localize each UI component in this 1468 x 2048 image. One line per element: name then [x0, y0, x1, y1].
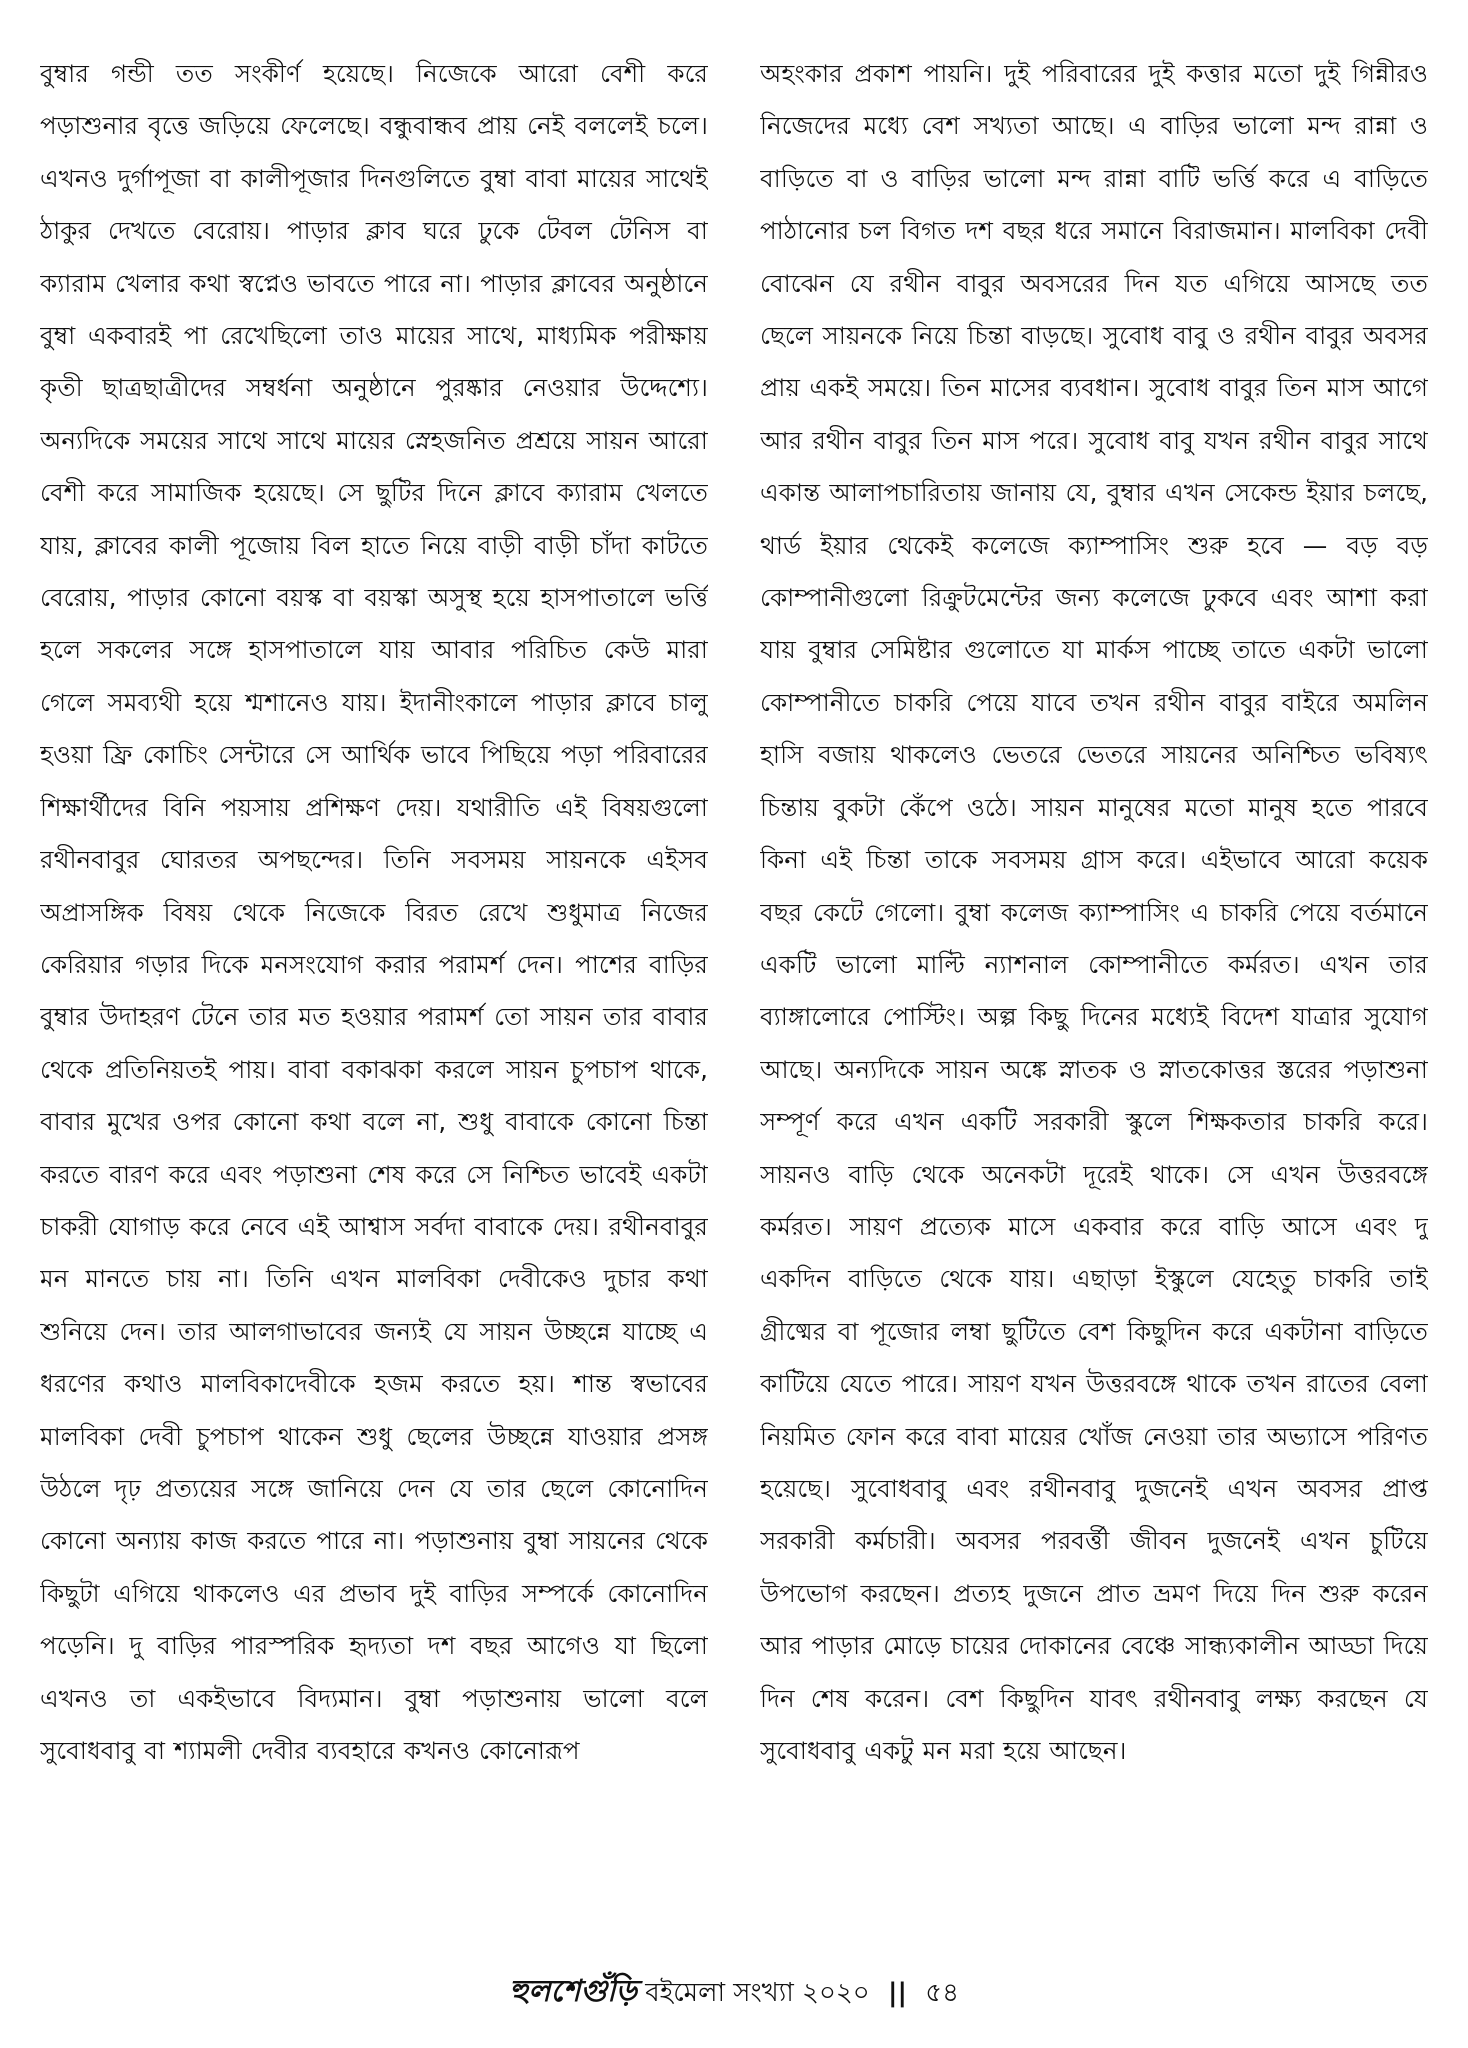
left-column: [40, 48, 708, 1958]
page-number: ৫৪: [925, 1978, 959, 2008]
text-columns: [40, 48, 1428, 1958]
left-column-text: বুম্বার গন্ডী তত সংকীর্ণ হয়েছে। নিজেকে আরো বেশী করে পড়াশুনার বৃত্তে জড়িয়ে ফেলেছে। বন্ধুবান্ধব প্রায় নেই বললেই চলে। এখনও দুর্গাপূজা বা কালীপূজার দিনগুলিতে বুম্বা বাবা মায়ের সাথেই ঠাকুর দেখতে বেরোয়। পাড়ার ক্লাব ঘরে ঢুকে টেবল টেনিস বা ক্যারাম খেলার কথা স্বপ্নেও ভাবতে পারে না। পাড়ার ক্লাবের অনুষ্ঠানে বুম্বা একবারই পা রেখেছিলো তাও মায়ের সাথে, মাধ্যমিক পরীক্ষায় কৃতী ছাত্রছাত্রীদের সম্বর্ধনা অনুষ্ঠানে পুরষ্কার নেওয়ার উদ্দেশ্যে। অন্যদিকে সময়ের সাথে সাথে মায়ের স্নেহজনিত প্রশ্রয়ে সায়ন আরো বেশী করে সামাজিক হয়েছে। সে ছুটির দিনে ক্লাবে ক্যারাম খেলতে যায়, ক্লাবের কালী পূজোয় বিল হাতে নিয়ে বাড়ী বাড়ী চাঁদা কাটতে বেরোয়, পাড়ার কোনো বয়স্ক বা বয়স্কা অসুস্থ হয়ে হাসপাতালে ভর্ত্তি হলে সকলের সঙ্গে হাসপাতালে যায় আবার পরিচিত কেউ মারা গেলে সমব্যথী হয়ে শ্মশানেও যায়। ইদানীংকালে পাড়ার ক্লাবে চালু হওয়া ফ্রি কোচিং সেন্টারে সে আর্থিক ভাবে পিছিয়ে পড়া পরিবারের শিক্ষার্থীদের বিনি পয়সায় প্রশিক্ষণ দেয়। যথারীতি এই বিষয়গুলো রথীনবাবুর ঘোরতর অপছন্দের। তিনি সবসময় সায়নকে এইসব অপ্রাসঙ্গিক বিষয় থেকে নিজেকে বিরত রেখে শুধুমাত্র নিজের কেরিয়ার গড়ার দিকে মনসংযোগ করার পরামর্শ দেন। পাশের বাড়ির বুম্বার উদাহরণ টেনে তার মত হওয়ার পরামর্শ তো সায়ন তার বাবার থেকে প্রতিনিয়তই পায়। বাবা বকাঝকা করলে সায়ন চুপচাপ থাকে, বাবার মুখের ওপর কোনো কথা বলে না, শুধু বাবাকে কোনো চিন্তা করতে বারণ করে এবং পড়াশুনা শেষ করে সে নিশ্চিত ভাবেই একটা চাকরী যোগাড় করে নেবে এই আশ্বাস সর্বদা বাবাকে দেয়। রথীনবাবুর মন মানতে চায় না। তিনি এখন মালবিকা দেবীকেও দুচার কথা শুনিয়ে দেন। তার আলগাভাবের জন্যই যে সায়ন উচ্ছন্নে যাচ্ছে এ ধরণের কথাও মালবিকাদেবীকে হজম করতে হয়। শান্ত স্বভাবের মালবিকা দেবী চুপচাপ থাকেন শুধু ছেলের উচ্ছন্নে যাওয়ার প্রসঙ্গ উঠলে দৃঢ় প্রত্যয়ের সঙ্গে জানিয়ে দেন যে তার ছেলে কোনোদিন কোনো অন্যায় কাজ করতে পারে না। পড়াশুনায় বুম্বা সায়নের থেকে কিছুটা এগিয়ে থাকলেও এর প্রভাব দুই বাড়ির সম্পর্কে কোনোদিন পড়েনি। দু বাড়ির পারস্পরিক হৃদ্যতা দশ বছর আগেও যা ছিলো এখনও তা একইভাবে বিদ্যমান। বুম্বা পড়াশুনায় ভালো বলে সুবোধবাবু বা শ্যামলী দেবীর ব্যবহারে কখনও কোনোরূপ: [40, 59, 708, 1765]
right-column-text: অহংকার প্রকাশ পায়নি। দুই পরিবারের দুই কত্তার মতো দুই গিন্নীরও নিজেদের মধ্যে বেশ সখ্যতা আছে। এ বাড়ির ভালো মন্দ রান্না ও বাড়িতে বা ও বাড়ির ভালো মন্দ রান্না বাটি ভর্ত্তি করে এ বাড়িতে পাঠানোর চল বিগত দশ বছর ধরে সমানে বিরাজমান। মালবিকা দেবী বোঝেন যে রথীন বাবুর অবসরের দিন যত এগিয়ে আসছে তত ছেলে সায়নকে নিয়ে চিন্তা বাড়ছে। সুবোধ বাবু ও রথীন বাবুর অবসর প্রায় একই সময়ে। তিন মাসের ব্যবধান। সুবোধ বাবুর তিন মাস আগে আর রথীন বাবুর তিন মাস পরে। সুবোধ বাবু যখন রথীন বাবুর সাথে একান্ত আলাপচারিতায় জানায় যে, বুম্বার এখন সেকেন্ড ইয়ার চলছে, থার্ড ইয়ার থেকেই কলেজে ক্যাম্পাসিং শুরু হবে — বড় বড় কোম্পানীগুলো রিক্রুটমেন্টের জন্য কলেজে ঢুকবে এবং আশা করা যায় বুম্বার সেমিষ্টার গুলোতে যা মার্কস পাচ্ছে তাতে একটা ভালো কোম্পানীতে চাকরি পেয়ে যাবে তখন রথীন বাবুর বাইরে অমলিন হাসি বজায় থাকলেও ভেতরে ভেতরে সায়নের অনিশ্চিত ভবিষ্যৎ চিন্তায় বুকটা কেঁপে ওঠে। সায়ন মানুষের মতো মানুষ হতে পারবে কিনা এই চিন্তা তাকে সবসময় গ্রাস করে। এইভাবে আরো কয়েক বছর কেটে গেলো। বুম্বা কলেজ ক্যাম্পাসিং এ চাকরি পেয়ে বর্তমানে একটি ভালো মাল্টি ন্যাশনাল কোম্পানীতে কর্মরত। এখন তার ব্যাঙ্গালোরে পোস্টিং। অল্প কিছু দিনের মধ্যেই বিদেশ যাত্রার সুযোগ আছে। অন্যদিকে সায়ন অঙ্কে স্নাতক ও স্নাতকোত্তর স্তরের পড়াশুনা সম্পূর্ণ করে এখন একটি সরকারী স্কুলে শিক্ষকতার চাকরি করে। সায়নও বাড়ি থেকে অনেকটা দূরেই থাকে। সে এখন উত্তরবঙ্গে কর্মরত। সায়ণ প্রত্যেক মাসে একবার করে বাড়ি আসে এবং দু একদিন বাড়িতে থেকে যায়। এছাড়া ইস্কুলে যেহেতু চাকরি তাই গ্রীষ্মের বা পূজোর লম্বা ছুটিতে বেশ কিছুদিন করে একটানা বাড়িতে কাটিয়ে যেতে পারে। সায়ণ যখন উত্তরবঙ্গে থাকে তখন রাতের বেলা নিয়মিত ফোন করে বাবা মায়ের খোঁজ নেওয়া তার অভ্যাসে পরিণত হয়েছে। সুবোধবাবু এবং রথীনবাবু দুজনেই এখন অবসর প্রাপ্ত সরকারী কর্মচারী। অবসর পরবর্ত্তী জীবন দুজনেই এখন চুটিয়ে উপভোগ করছেন। প্রত্যহ দুজনে প্রাত ভ্রমণ দিয়ে দিন শুরু করেন আর পাড়ার মোড়ে চায়ের দোকানের বেঞ্চে সান্ধ্যকালীন আড্ডা দিয়ে দিন শেষ করেন। বেশ কিছুদিন যাবৎ রথীনবাবু লক্ষ্য করছেন যে সুবোধবাবু একটু মন মরা হয়ে আছেন।: [760, 59, 1428, 1765]
page-footer: [0, 1972, 1468, 2013]
magazine-title: হুলশেগুঁড়ি: [509, 1974, 637, 2009]
right-column: [760, 48, 1428, 1958]
issue-label: বইমেলা সংখ্যা ২০২০: [645, 1978, 870, 2008]
footer-separator: ||: [887, 1978, 907, 2008]
